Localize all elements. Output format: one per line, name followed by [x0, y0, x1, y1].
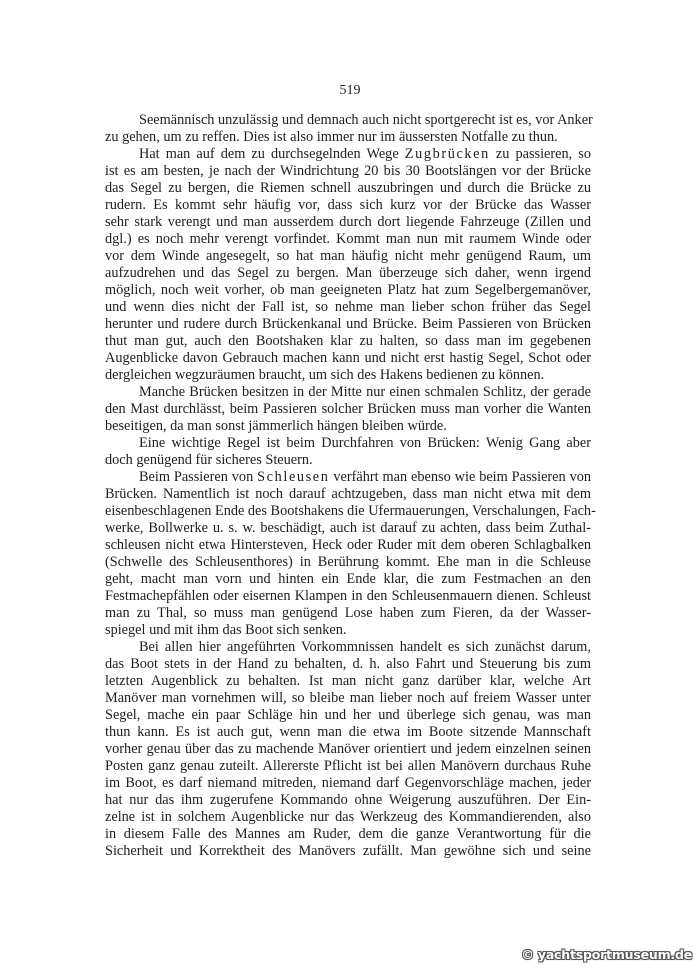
text-line: Segel, mache ein paar Schläge hin und her und überlege sich genau, was man	[105, 707, 591, 723]
text-line: thun kann. Es ist auch gut, wenn man die etwa im Boote sitzende Mannschaft	[105, 724, 591, 740]
text-line: im Boot, es darf niemand mitreden, niemand darf Gegenvorschläge machen, jeder	[105, 775, 591, 791]
spaced-emphasis: Schleusen	[257, 469, 330, 485]
page-number: 519	[339, 83, 361, 98]
text-line: das Segel zu bergen, die Riemen schnell auszubringen und durch die Brücke zu	[105, 180, 591, 196]
text-line: und wenn dies nicht der Fall ist, so nehme man lieber schon früher das Segel	[105, 299, 591, 315]
text-line: Posten ganz genau zuteilt. Allererste Pflicht ist bei allen Manövern durchaus Ruhe	[105, 758, 591, 774]
text-line: dgl.) es noch mehr verengt vorfindet. Kommt man nun mit raumem Winde oder	[105, 231, 591, 247]
text-segment: Beim Passieren von	[139, 469, 258, 485]
text-line: Festmachepfählen oder eisernen Klampen in den Schleusenmauern dienen. Schleust	[105, 588, 591, 604]
text-line	[105, 146, 591, 163]
text-line: thut man gut, auch den Bootshaken klar zu halten, so dass man im gegebenen	[105, 333, 591, 349]
body-text	[105, 112, 596, 860]
text-line: Sicherheit und Korrektheit des Manövers zufällt. Man gewöhne sich und seine	[105, 843, 591, 859]
text-line: Eine wichtige Regel ist beim Durchfahren von Brücken: Wenig Gang aber	[139, 435, 591, 451]
text-segment: verfährt man ebenso wie beim Passieren von	[329, 469, 592, 485]
text-line: in diesem Falle des Mannes am Ruder, dem die ganze Verantwortung für die	[105, 826, 591, 842]
text-line: (Schwelle des Schleusenthores) in Berührung kommt. Ehe man in die Schleuse	[105, 554, 591, 570]
text-line: zu gehen, um zu reffen. Dies ist also immer nur im äussersten Notfalle zu thun.	[105, 129, 558, 145]
text-segment: zu passieren, so	[489, 146, 592, 162]
text-line: doch genügend für sicheres Steuern.	[105, 452, 313, 468]
text-line: hat nur das ihm zugerufene Kommando ohne Weigerung auszuführen. Der Ein-	[105, 792, 591, 808]
text-segment: Hat man auf dem zu durchsegelnden Wege	[139, 146, 405, 162]
text-line: das Boot stets in der Hand zu behalten, d. h. also Fahrt und Steuerung bis zum	[105, 656, 591, 672]
text-line: Manche Brücken besitzen in der Mitte nur einen schmalen Schlitz, der gerade	[139, 384, 591, 400]
text-line: beseitigen, da man sonst jämmerlich hängen bleiben würde.	[105, 418, 447, 434]
text-line: man zu Thal, so muss man genügend Lose haben zum Fieren, da der Wasser-	[105, 605, 591, 621]
text-line: schleusen nicht etwa Hintersteven, Heck oder Ruder mit dem oberen Schlagbalken	[105, 537, 591, 553]
text-line: Augenblicke davon Gebrauch machen kann und nicht erst hastig Segel, Schot oder	[105, 350, 591, 366]
text-line: vor dem Winde angesegelt, so hat man häufig nicht mehr genügend Raum, um	[105, 248, 591, 264]
text-line: spiegel und mit ihm das Boot sich senken.	[105, 622, 347, 638]
watermark: © yachtsportmuseum.de	[521, 947, 692, 962]
text-line: vorher genau über das zu machende Manöver orientiert und jedem einzelnen seinen	[105, 741, 591, 757]
text-line: zelne ist in solchem Augenblicke nur das Werkzeug des Kommandierenden, also	[105, 809, 591, 825]
text-line: ist es am besten, je nach der Windrichtung 20 bis 30 Bootslängen vor der Brücke	[105, 163, 591, 179]
text-line: aufzudrehen und das Segel zu bergen. Man überzeuge sich daher, wenn irgend	[105, 265, 591, 281]
text-line: Manöver man vornehmen will, so bleibe man lieber noch auf freiem Wasser unter	[105, 690, 591, 706]
text-line: letzten Augenblick zu behalten. Ist man nicht ganz darüber klar, welche Art	[105, 673, 591, 689]
text-line	[105, 469, 591, 486]
spaced-emphasis: Zugbrücken	[404, 146, 490, 162]
text-line: möglich, noch weit vorher, ob man geeigneten Platz hat zum Segelbergemanöver,	[105, 282, 591, 298]
text-line: sehr stark verengt und man ausserdem durch dort liegende Fahrzeuge (Zillen und	[105, 214, 591, 230]
text-line: rudern. Es kommt sehr häufig vor, dass sich kurz vor der Brücke das Wasser	[105, 197, 591, 213]
text-line: dergleichen wegzuräumen braucht, um sich des Hakens bedienen zu können.	[105, 367, 545, 383]
text-line: herunter und rudere durch Brückenkanal und Brücke. Beim Passieren von Brücken	[105, 316, 591, 332]
text-line: Seemännisch unzulässig und demnach auch nicht sportgerecht ist es, vor Anker	[139, 112, 593, 128]
text-line: Brücken. Namentlich ist noch darauf achtzugeben, dass man nicht etwa mit dem	[105, 486, 591, 502]
text-line: Bei allen hier angeführten Vorkommnissen handelt es sich zunächst darum,	[139, 639, 591, 655]
text-line: geht, macht man vorn und hinten ein Ende klar, die zum Festmachen an den	[105, 571, 591, 587]
text-line: den Mast durchlässt, beim Passieren solcher Brücken muss man vorher die Wanten	[105, 401, 591, 417]
text-line: werke, Bollwerke u. s. w. beschädigt, auch ist darauf zu achten, dass beim Zuthal-	[105, 520, 591, 536]
text-line: eisenbeschlagenen Ende des Bootshakens die Ufermauerungen, Verschalungen, Fach-	[105, 503, 596, 519]
